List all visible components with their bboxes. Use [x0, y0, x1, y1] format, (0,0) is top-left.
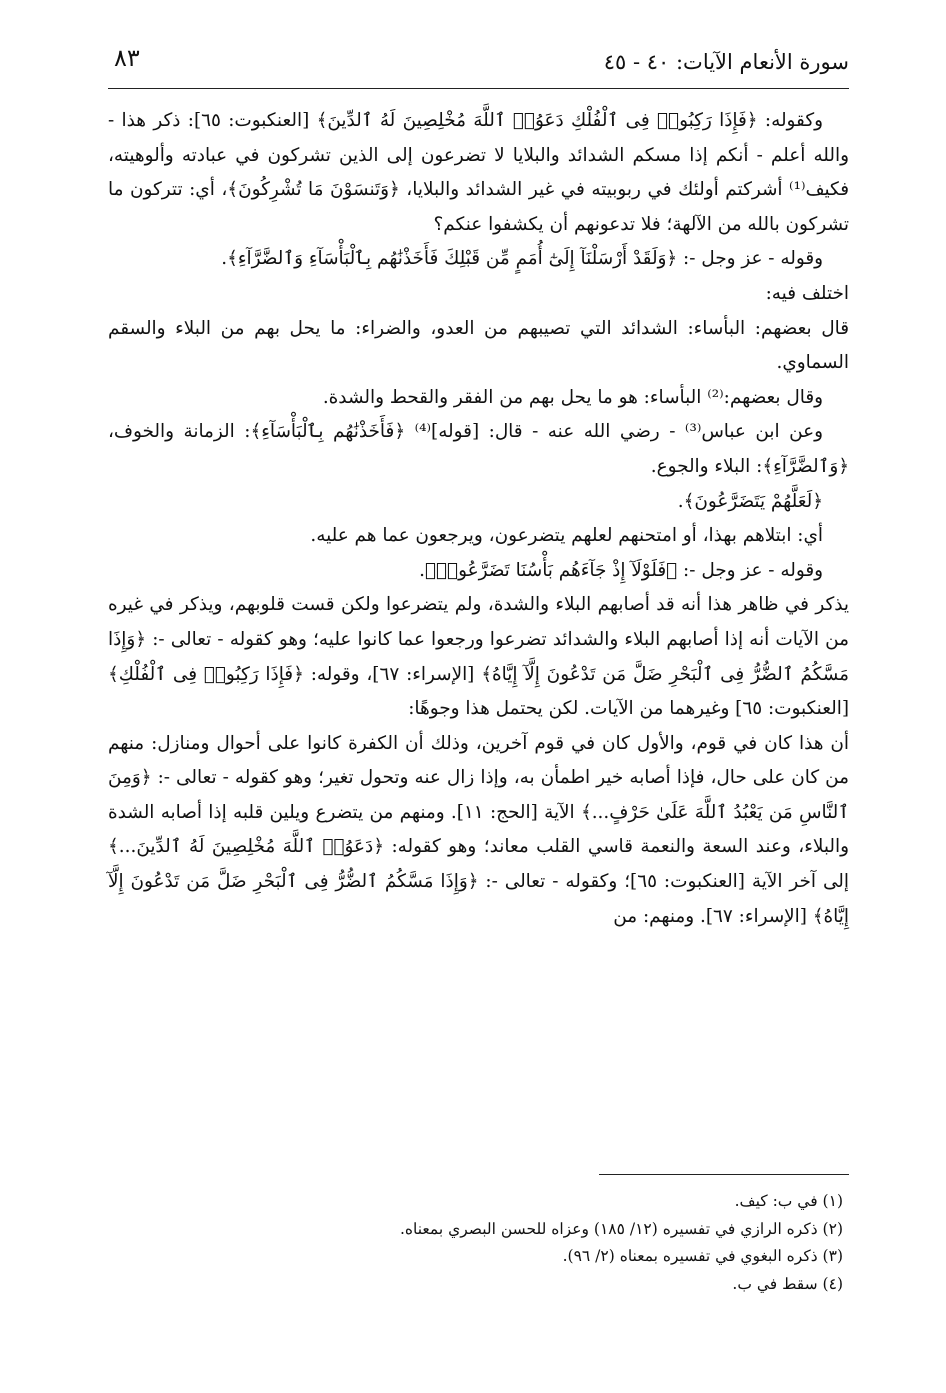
footnote: (٢) ذكره الرازي في تفسيره (١٢/ ١٨٥) وعزاه للحسن البصري بمعناه. [399, 1219, 843, 1238]
paragraph: وقال بعضهم:⁽²⁾ البأساء: هو ما يحل بهم من الفقر والقحط والشدة. [322, 386, 823, 408]
footnote: (٣) ذكره البغوي في تفسيره بمعناه (٢/ ٩٦). [562, 1247, 843, 1265]
footnote-separator [599, 1174, 849, 1175]
main-text [108, 104, 849, 934]
paragraph: وقوله - عز وجل -: ﴿وَلَقَدْ أَرْسَلْنَآ إِلَىٰٓ أُمَمٍ مِّن قَبْلِكَ فَأَخَذْنَٰهُم بِٱلْبَأْسَآءِ وَٱلضَّرَّآءِ﴾. [221, 248, 823, 270]
paragraph: أن هذا كان في قوم، والأول كان في قوم آخرين، وذلك أن الكفرة كانوا على أحوال ومنازل: منهم من كان على حال، فإذا أصابه خير اطمأن به، وإذا زال عنه وتحول تغير؛ وهو كقوله - تعالى -: ﴿وَمِنَ ٱلنَّاسِ مَن يَعْبُدُ ٱللَّهَ عَلَىٰ حَرْفٍ...﴾ الآية [الحج: ١١]. ومنهم من يتضرع ويلين قلبه إذا أصابه الشدة والبلاء، وعند السعة والنعمة قاسي القلب معاند؛ وهو كقوله: ﴿دَعَوُا۟ ٱللَّهَ مُخْلِصِينَ لَهُ ٱلدِّينَ...﴾ إلى آخر الآية [العنكبوت: ٦٥]؛ وكقوله - تعالى -: ﴿وَإِذَا مَسَّكُمُ ٱلضُّرُّ فِى ٱلْبَحْرِ ضَلَّ مَن تَدْعُونَ إِلَّآ إِيَّاهُ﴾ [الإسراء: ٦٧]. ومنهم: من [108, 732, 850, 927]
footnotes [108, 1188, 849, 1298]
footnote: (٤) سقط في ب. [732, 1274, 843, 1293]
paragraph: وعن ابن عباس⁽³⁾ - رضي الله عنه - قال: [قوله]⁽⁴⁾ ﴿فَأَخَذْنَٰهُم بِٱلْبَأْسَآءِ﴾: الزمانة والخوف، ﴿وَٱلضَّرَّآءِ﴾: البلاء والجوع. [108, 421, 849, 477]
paragraph: وقوله - عز وجل -: ﴿فَلَوْلَآ إِذْ جَآءَهُم بَأْسُنَا تَضَرَّعُوا۟﴾. [419, 559, 823, 581]
paragraph: يذكر في ظاهر هذا أنه قد أصابهم البلاء والشدة، ولم يتضرعوا ولكن قست قلوبهم، ويذكر في غيره من الآيات أنه إذا أصابهم البلاء والشدائد تضرعوا ورجعوا عما كانوا عليه؛ وهو كقوله - تعالى -: ﴿وَإِذَا مَسَّكُمُ ٱلضُّرُّ فِى ٱلْبَحْرِ ضَلَّ مَن تَدْعُونَ إِلَّآ إِيَّاهُ﴾ [الإسراء: ٦٧]، وقوله: ﴿فَإِذَا رَكِبُوا۟ فِى ٱلْفُلْكِ﴾ [العنكبوت: ٦٥] وغيرهما من الآيات. لكن يحتمل هذا وجوهًا: [108, 594, 849, 720]
running-title: سورة الأنعام الآيات: ٤٠ - ٤٥ [603, 50, 849, 74]
paragraph: قال بعضهم: البأساء: الشدائد التي تصيبهم من العدو، والضراء: ما يحل بهم من البلاء والسقم السماوي. [108, 317, 849, 374]
footnote: (١) في ب: كيف. [734, 1192, 843, 1210]
paragraph: ﴿لَعَلَّهُمْ يَتَضَرَّعُونَ﴾. [677, 490, 823, 512]
page-number: ٨٣ [114, 44, 140, 72]
paragraph: اختلف فيه: [765, 282, 849, 304]
paragraph: وكقوله: ﴿فَإِذَا رَكِبُوا۟ فِى ٱلْفُلْكِ دَعَوُا۟ ٱللَّهَ مُخْلِصِينَ لَهُ ٱلدِّينَ﴾ [العنكبوت: ٦٥]: ذكر هذا - والله أعلم - أنكم إذا مسكم الشدائد والبلايا لا تضرعون إلى الذين تشركون في عبادته وألوهيته، فكيف⁽¹⁾ أشركتم أولئك في ربوبيته في غير الشدائد والبلايا، ﴿وَتَنسَوْنَ مَا تُشْرِكُونَ﴾، أي: تتركون ما تشركون بالله من الآلهة؛ فلا تدعونهم أن يكشفوا عنكم؟ [108, 110, 849, 235]
page-header [108, 38, 849, 89]
paragraph: أي: ابتلاهم بهذا، أو امتحنهم لعلهم يتضرعون، ويرجعون عما هم عليه. [310, 525, 823, 547]
